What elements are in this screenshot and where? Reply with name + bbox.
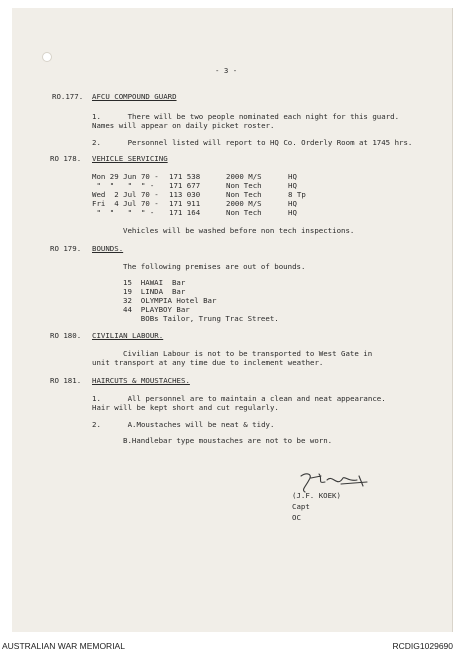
order-title: AFCU COMPOUND GUARD [92,92,177,101]
order-line: 1. There will be two people nominated each night for this guard. [92,112,400,121]
bounds-item: 19 LINDA Bar [123,287,186,296]
order-intro: The following premises are out of bounds. [123,262,306,271]
order-code: RO 178. [50,154,82,163]
row-type: 2000 M/S [226,172,262,181]
order-line: B.Handlebar type moustaches are not to be worn. [123,436,333,445]
row-date: " " " " - [92,208,155,217]
row-type: 2000 M/S [226,199,262,208]
order-line: Civilian Labour is not to be transported to West Gate in [123,349,373,358]
bounds-item: 44 PLAYBOY Bar [123,305,190,314]
bounds-item: 32 OLYMPIA Hotel Bar [123,296,217,305]
row-vehicle: 171 538 [169,172,201,181]
row-location: HQ [288,208,297,217]
row-date: Mon 29 Jun 70 - [92,172,159,181]
row-date: " " " " - [92,181,155,190]
order-title: HAIRCUTS & MOUSTACHES. [92,376,190,385]
order-code: RO 179. [50,244,82,253]
signatory-rank: Capt [292,502,310,511]
punch-hole [42,52,52,62]
order-line: Hair will be kept short and cut regularly. [92,403,279,412]
row-vehicle: 171 164 [169,208,201,217]
order-code: RO 181. [50,376,82,385]
order-title: VEHICLE SERVICING [92,154,168,163]
order-line: 2. Personnel listed will report to HQ Co. Orderly Room at 1745 hrs. [92,138,413,147]
row-type: Non Tech [226,190,262,199]
row-vehicle: 113 030 [169,190,201,199]
row-location: HQ [288,172,297,181]
row-vehicle: 171 911 [169,199,201,208]
archive-footer [0,638,457,654]
order-title: BOUNDS. [92,244,124,253]
row-date: Fri 4 Jul 70 - [92,199,159,208]
row-date: Wed 2 Jul 70 - [92,190,159,199]
row-type: Non Tech [226,181,262,190]
row-vehicle: 171 677 [169,181,201,190]
archive-name: AUSTRALIAN WAR MEMORIAL [2,641,125,651]
archive-id: RCDIG1029690 [392,641,453,651]
order-note: Vehicles will be washed before non tech inspections. [123,226,355,235]
signatory-role: OC [292,513,301,522]
order-line: 1. All personnel are to maintain a clean and neat appearance. [92,394,386,403]
order-title: CIVILIAN LABOUR. [92,331,164,340]
order-line: 2. A.Moustaches will be neat & tidy. [92,420,275,429]
page-number: - 3 - [215,66,238,75]
order-line: unit transport at any time due to inclement weather. [92,358,324,367]
document-page [12,8,453,632]
bounds-item: BOBs Tailor, Trung Trac Street. [123,314,279,323]
bounds-item: 15 HAWAI Bar [123,278,186,287]
row-type: Non Tech [226,208,262,217]
order-line: Names will appear on daily picket roster. [92,121,275,130]
signatory-name: (J.F. KOEK) [292,491,341,500]
row-location: HQ [288,181,297,190]
row-location: HQ [288,199,297,208]
order-code: RO 180. [50,331,82,340]
order-code: RO.177. [52,92,84,101]
row-location: 8 Tp [288,190,306,199]
